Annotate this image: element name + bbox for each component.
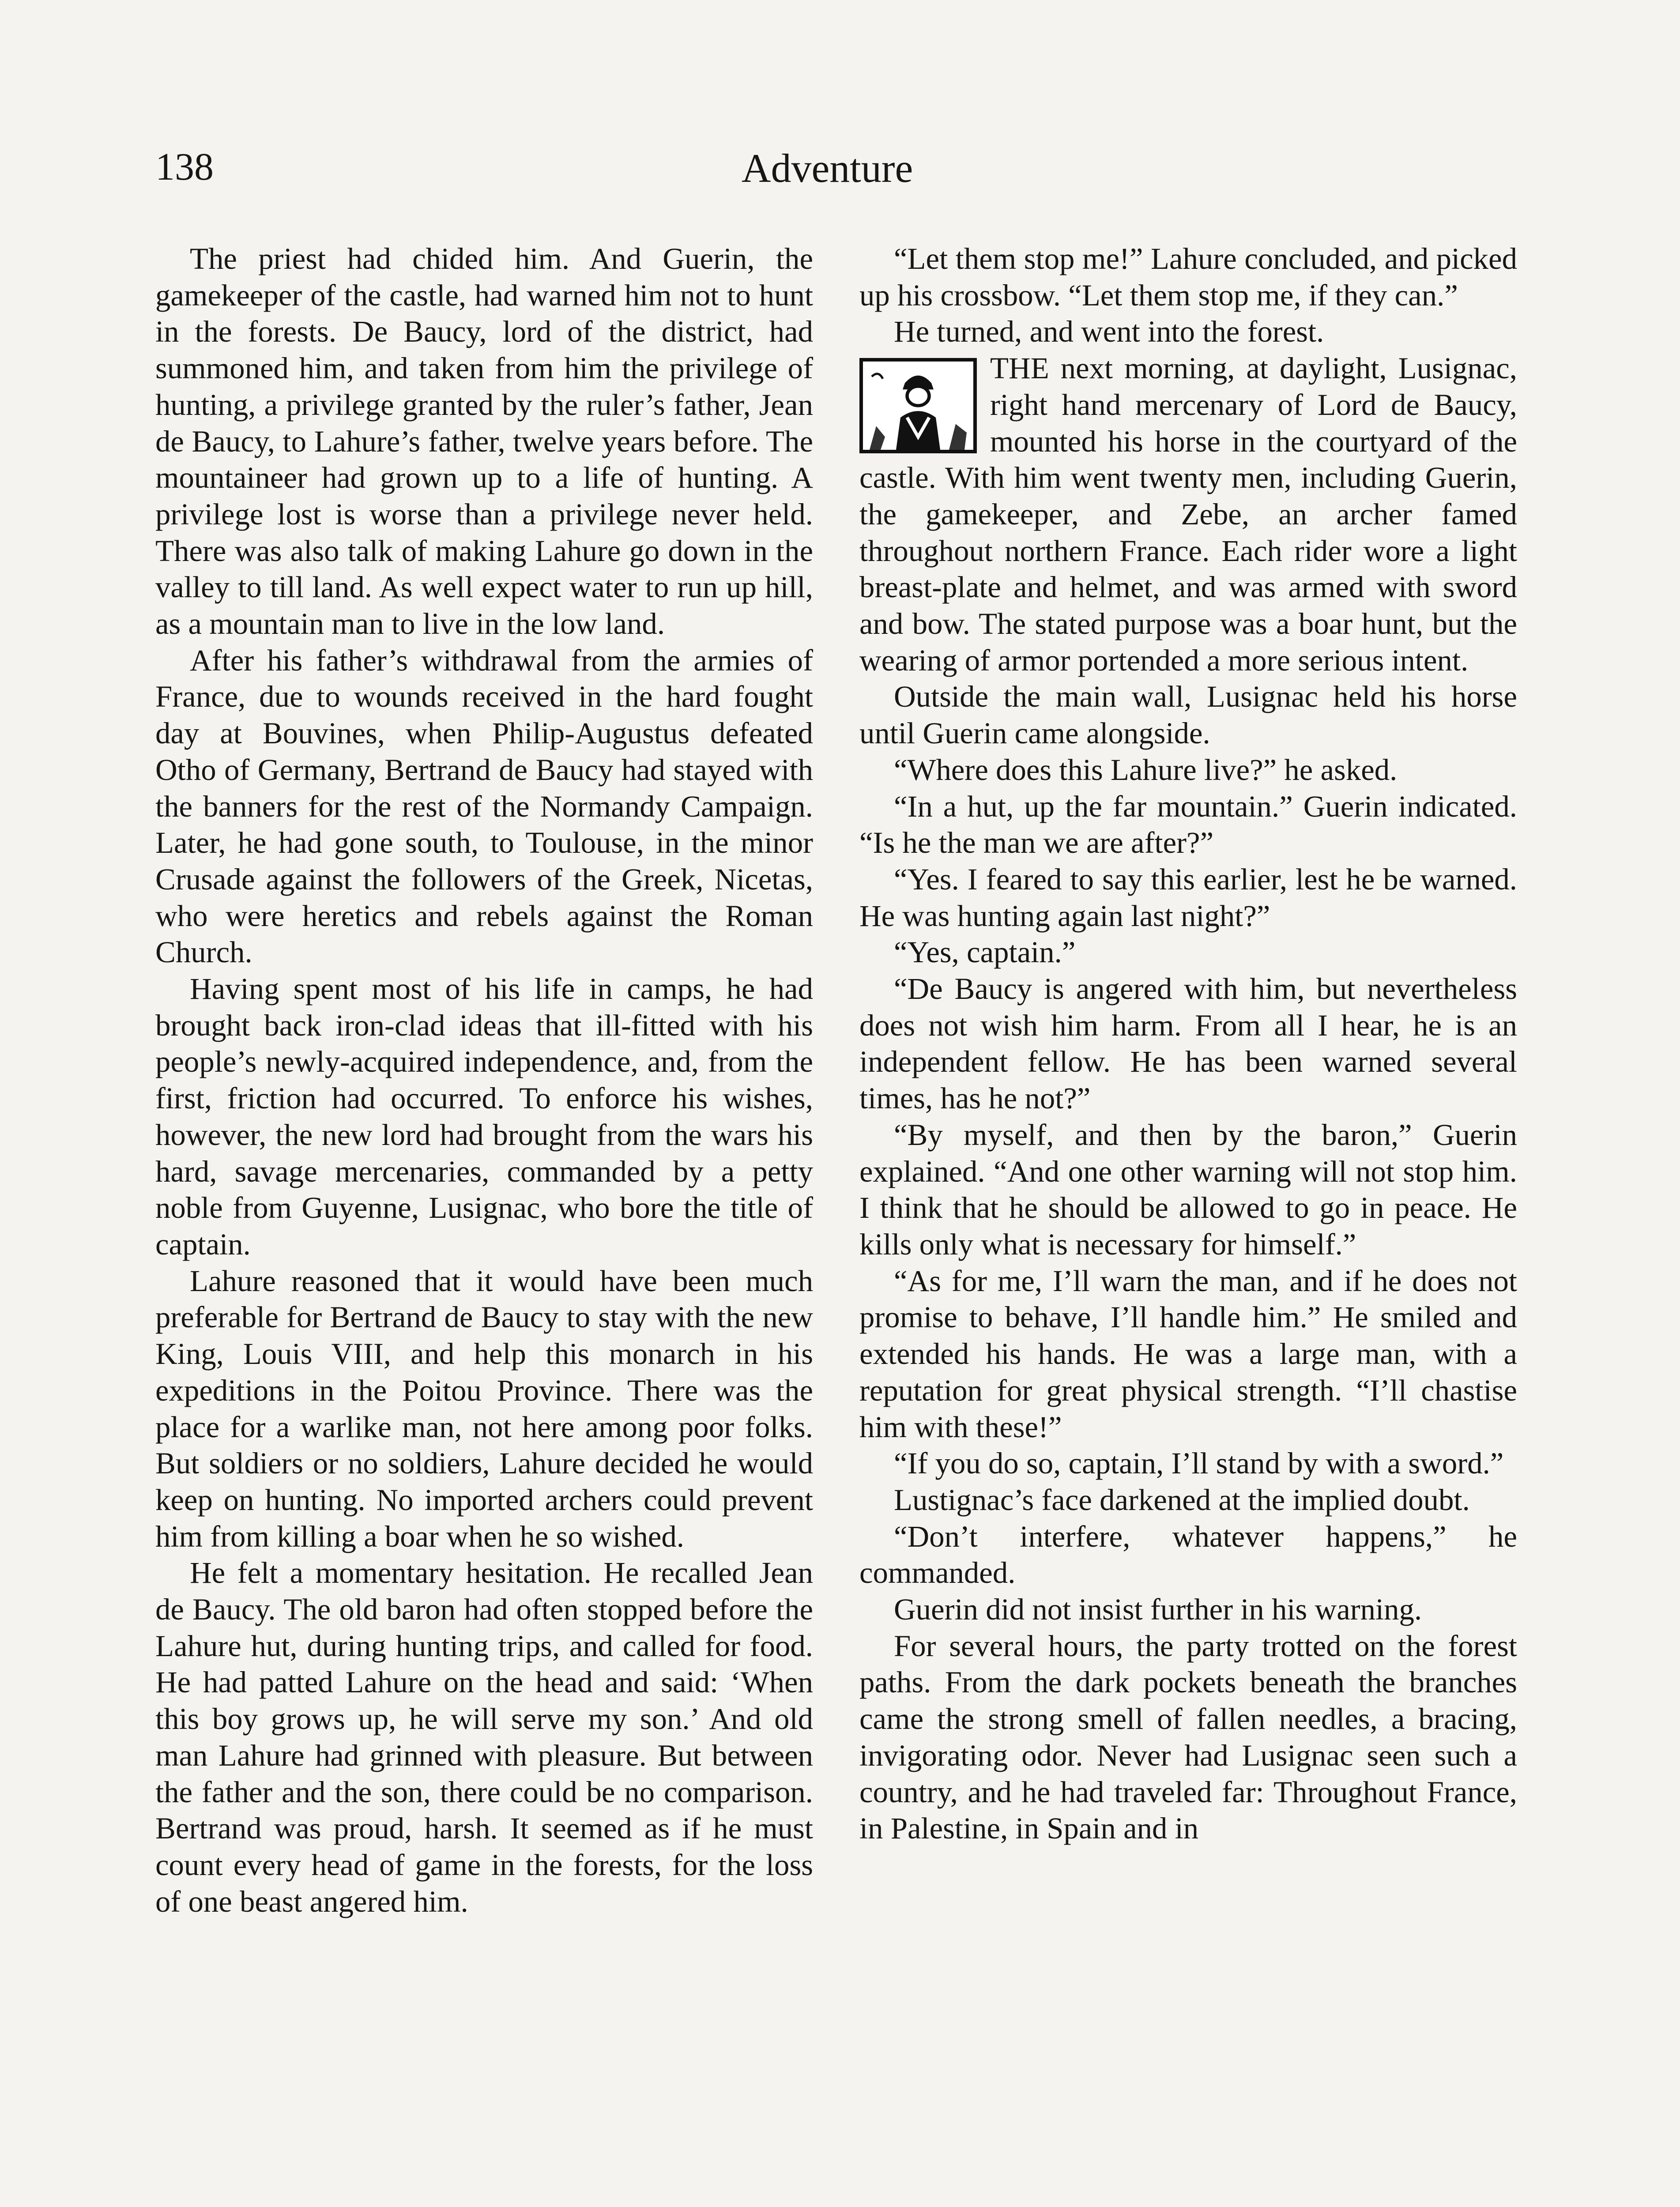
paragraph: “Where does this Lahure live?” he asked.	[894, 753, 1397, 787]
paragraph: “Don’t interfere, whatever happens,” he commanded.	[859, 1519, 1517, 1590]
soldier-illustration-icon	[859, 358, 977, 453]
right-column	[859, 241, 1517, 1847]
paragraph: He turned, and went into the forest.	[894, 315, 1324, 349]
paragraph: “In a hut, up the far mountain.” Guerin indicated. “Is he the man we are after?”	[859, 789, 1517, 860]
section-opening-paragraph: THE next morning, at daylight, Lusignac, right hand mercenary of Lord de Baucy, mounted his horse in the courtyard of the castle. With him went twenty men, including Guerin, the gamekeeper, and Zebe, an archer famed throughout northern France. Each rider wore a light breast-plate and helmet, and was armed with sword and bow. The stated purpose was a boar hunt, but the wearing of armor portended a more serious intent.	[859, 351, 1517, 677]
paragraph: “De Baucy is angered with him, but nevertheless does not wish him harm. From all I hear, he is an independent fellow. He has been warned several times, has he not?”	[859, 972, 1517, 1115]
paragraph: After his father’s withdrawal from the armies of France, due to wounds received in the hard fought day at Bouvines, when Philip-Augustus defeated Otho of Germany, Bertrand de Baucy had stayed with the banners for the rest of the Normandy Campaign. Later, he had gone south, to Toulouse, in the minor Crusade against the followers of the Greek, Nicetas, who were heretics and rebels against the Roman Church.	[155, 643, 813, 969]
page-number: 138	[155, 146, 214, 188]
paragraph: “Yes, captain.”	[894, 935, 1076, 969]
paragraph: Lahure reasoned that it would have been much preferable for Bertrand de Baucy to stay with the new King, Louis VIII, and help this monarch in his expeditions in the Poitou Province. There was the place for a warlike man, not here among poor folks. But soldiers or no soldiers, Lahure decided he would keep on hunting. No imported archers could prevent him from killing a boar when he so wished.	[155, 1264, 813, 1553]
paragraph: The priest had chided him. And Guerin, the gamekeeper of the castle, had warned him not to hunt in the forests. De Baucy, lord of the district, had summoned him, and taken from him the privilege of hunting, a privilege granted by the ruler’s father, Jean de Baucy, to Lahure’s father, twelve years before. The mountaineer had grown up to a life of hunting. A privilege lost is worse than a privilege never held. There was also talk of making Lahure go down in the valley to till land. As well expect water to run up hill, as a mountain man to live in the low land.	[155, 242, 813, 641]
paragraph: Outside the main wall, Lusignac held his horse until Guerin came alongside.	[859, 680, 1517, 750]
paragraph: “By myself, and then by the baron,” Guerin explained. “And one other warning will not stop him. I think that he should be allowed to go in peace. He kills only what is necessary for himself.”	[859, 1118, 1517, 1261]
paragraph: Lustignac’s face darkened at the implied doubt.	[894, 1483, 1470, 1517]
running-head: Adventure	[742, 146, 913, 191]
paragraph: Guerin did not insist further in his warning.	[894, 1593, 1422, 1627]
left-column	[155, 241, 813, 1920]
paragraph: Having spent most of his life in camps, he had brought back iron-clad ideas that ill-fitted with his people’s newly-acquired independence, and, from the first, friction had occurred. To enforce his wishes, however, the new lord had brought from the wars his hard, savage mercenaries, commanded by a petty noble from Guyenne, Lusignac, who bore the title of captain.	[155, 972, 813, 1261]
paragraph: “Yes. I feared to say this earlier, lest he be warned. He was hunting again last night?”	[859, 862, 1517, 933]
paragraph: For several hours, the party trotted on the forest paths. From the dark pockets beneath the branches came the strong smell of fallen needles, a bracing, invigorating odor. Never had Lusignac seen such a country, and he had traveled far: Throughout France, in Palestine, in Spain and in	[859, 1629, 1517, 1845]
paragraph: He felt a momentary hesitation. He recalled Jean de Baucy. The old baron had often stopped before the Lahure hut, during hunting trips, and called for food. He had patted Lahure on the head and said: ‘When this boy grows up, he will serve my son.’ And old man Lahure had grinned with pleasure. But between the father and the son, there could be no comparison. Bertrand was proud, harsh. It seemed as if he must count every head of game in the forests, for the loss of one beast angered him.	[155, 1556, 813, 1918]
paragraph: “As for me, I’ll warn the man, and if he does not promise to behave, I’ll handle him.” He smiled and extended his hands. He was a large man, with a reputation for great physical strength. “I’ll chastise him with these!”	[859, 1264, 1517, 1444]
paragraph: “Let them stop me!” Lahure concluded, and picked up his crossbow. “Let them stop me, if they can.”	[859, 242, 1517, 312]
paragraph: “If you do so, captain, I’ll stand by with a sword.”	[894, 1446, 1504, 1480]
